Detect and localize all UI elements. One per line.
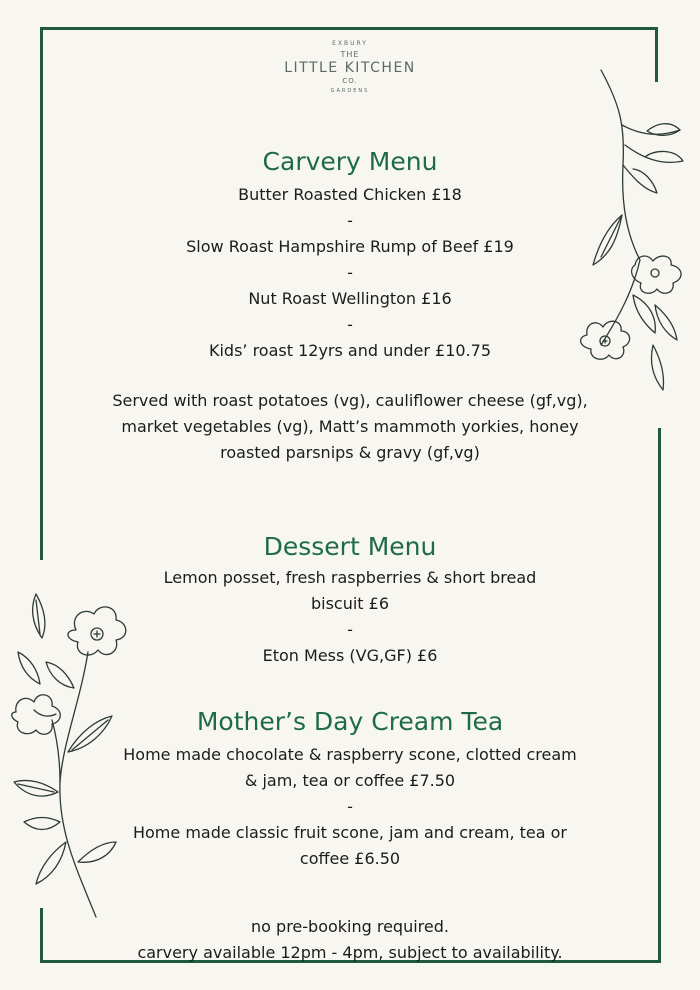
carvery-separator: -: [347, 263, 353, 282]
served-with-line: Served with roast potatoes (vg), cauliflower cheese (gf,vg),: [112, 391, 588, 410]
floral-illustration-bottom-left: [8, 592, 133, 922]
carvery-item: Butter Roasted Chicken £18: [238, 185, 462, 204]
cream-tea-separator: -: [347, 797, 353, 816]
logo-name: LITTLE KITCHEN: [284, 60, 416, 76]
footer-line: carvery available 12pm - 4pm, subject to availability.: [137, 943, 563, 962]
cream-tea-title: Mother’s Day Cream Tea: [196, 707, 504, 736]
carvery-item: Slow Roast Hampshire Rump of Beef £19: [186, 237, 514, 256]
carvery-separator: -: [347, 315, 353, 334]
carvery-item: Nut Roast Wellington £16: [248, 289, 452, 308]
carvery-item: Kids’ roast 12yrs and under £10.75: [208, 341, 492, 360]
logo-the: THE: [340, 50, 360, 59]
carvery-separator: -: [347, 211, 353, 230]
dessert-item: biscuit £6: [310, 594, 390, 613]
dessert-item: Eton Mess (VG,GF) £6: [262, 646, 438, 665]
cream-tea-item: & jam, tea or coffee £7.50: [244, 771, 456, 790]
dessert-item: Lemon posset, fresh raspberries & short bread: [163, 568, 537, 587]
carvery-title: Carvery Menu: [262, 147, 438, 176]
dessert-title: Dessert Menu: [263, 532, 437, 561]
logo-arc-top: EXBURY: [332, 40, 368, 47]
floral-illustration-top-right: [565, 65, 695, 395]
cream-tea-item: Home made classic fruit scone, jam and cream, tea or: [132, 823, 567, 842]
served-with-line: market vegetables (vg), Matt’s mammoth yorkies, honey: [121, 417, 579, 436]
served-with-line: roasted parsnips & gravy (gf,vg): [220, 443, 480, 462]
logo-arc-bottom: GARDENS: [330, 88, 370, 94]
cream-tea-item: Home made chocolate & raspberry scone, clotted cream: [123, 745, 577, 764]
frame-right-lower: [658, 428, 661, 963]
dessert-separator: -: [347, 620, 353, 639]
frame-top: [40, 27, 658, 30]
cream-tea-item: coffee £6.50: [299, 849, 401, 868]
logo-co: CO.: [342, 77, 358, 85]
footer-line: no pre-booking required.: [251, 917, 449, 936]
